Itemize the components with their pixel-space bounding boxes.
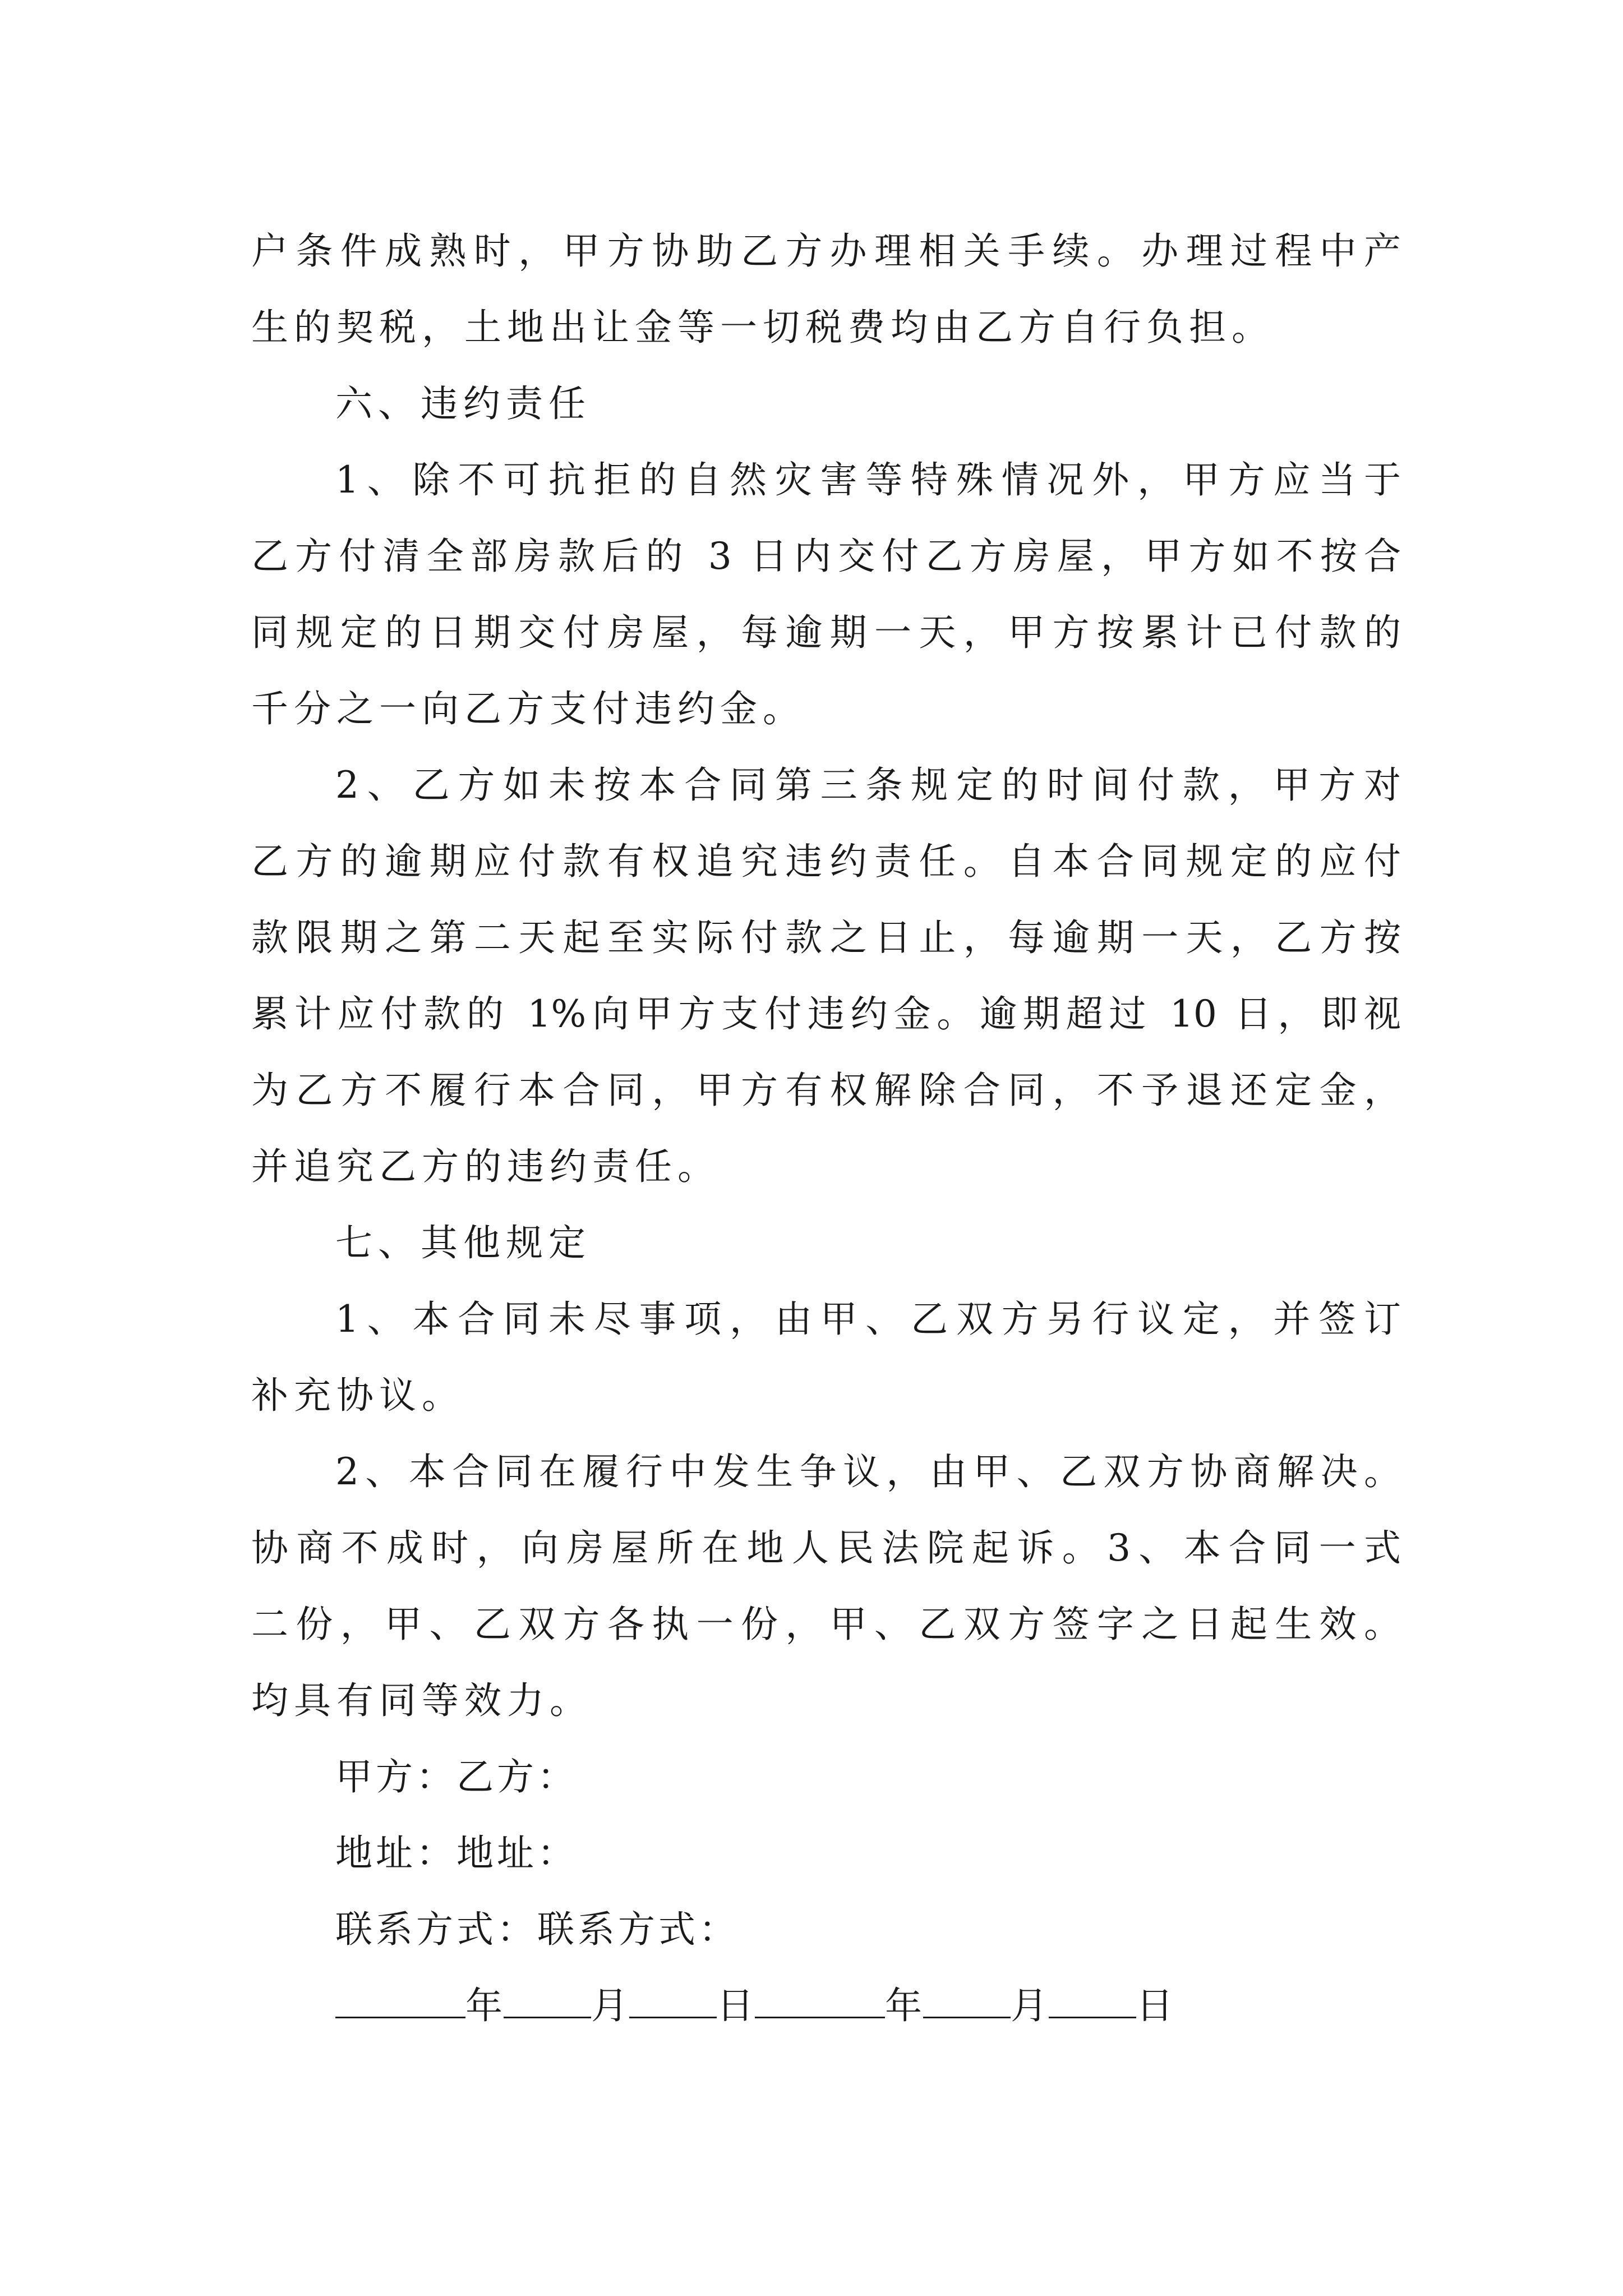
signature-party-line: 甲方：乙方： bbox=[335, 1755, 578, 1798]
paragraph-line: 生的契税，土地出让金等一切税费均由乙方自行负担。 bbox=[251, 306, 1274, 349]
blank-year-party-a bbox=[335, 1982, 465, 2018]
blank-day-party-b bbox=[1049, 1982, 1136, 2018]
document-body bbox=[251, 213, 1401, 2044]
clause-line: 同规定的日期交付房屋，每逾期一天，甲方按累计已付款的 bbox=[251, 611, 1401, 654]
clause-line: 协商不成时，向房屋所在地人民法院起诉。3、本合同一式 bbox=[251, 1526, 1401, 1570]
clause-line: 1、本合同未尽事项，由甲、乙双方另行议定，并签订 bbox=[335, 1297, 1401, 1341]
date-unit-year: 年 bbox=[885, 1984, 923, 2027]
paragraph-line: 户条件成熟时，甲方协助乙方办理相关手续。办理过程中产 bbox=[251, 229, 1401, 273]
section-heading-breach: 六、违约责任 bbox=[335, 382, 591, 425]
clause-line: 1、除不可抗拒的自然灾害等特殊情况外，甲方应当于 bbox=[335, 458, 1401, 501]
clause-line: 为乙方不履行本合同，甲方有权解除合同，不予退还定金， bbox=[251, 1069, 1401, 1112]
clause-line: 二份，甲、乙双方各执一份，甲、乙双方签字之日起生效。 bbox=[251, 1603, 1401, 1646]
date-unit-month: 月 bbox=[591, 1984, 629, 2027]
date-unit-month: 月 bbox=[1011, 1984, 1049, 2027]
signature-address-line: 地址：地址： bbox=[335, 1832, 578, 1875]
clause-line: 均具有同等效力。 bbox=[251, 1679, 592, 1722]
signature-date-line bbox=[251, 1968, 1401, 2044]
date-unit-day: 日 bbox=[717, 1984, 755, 2027]
clause-line: 乙方付清全部房款后的 3 日内交付乙方房屋，甲方如不按合 bbox=[251, 535, 1401, 578]
blank-month-party-a bbox=[504, 1982, 591, 2018]
blank-year-party-b bbox=[755, 1982, 885, 2018]
clause-line: 累计应付款的 1%向甲方支付违约金。逾期超过 10 日，即视 bbox=[251, 992, 1401, 1036]
signature-contact-line: 联系方式：联系方式： bbox=[335, 1908, 739, 1951]
clause-line: 并追究乙方的违约责任。 bbox=[251, 1145, 720, 1188]
date-unit-day: 日 bbox=[1136, 1984, 1174, 2027]
clause-line: 补充协议。 bbox=[251, 1374, 464, 1417]
date-unit-year: 年 bbox=[465, 1984, 504, 2027]
section-heading-other-provisions: 七、其他规定 bbox=[335, 1221, 591, 1264]
clause-line: 2、乙方如未按本合同第三条规定的时间付款，甲方对 bbox=[335, 763, 1401, 807]
blank-month-party-b bbox=[923, 1982, 1011, 2018]
clause-line: 2、本合同在履行中发生争议，由甲、乙双方协商解决。 bbox=[335, 1450, 1401, 1493]
blank-day-party-a bbox=[629, 1982, 717, 2018]
clause-line: 千分之一向乙方支付违约金。 bbox=[251, 687, 805, 730]
clause-line: 款限期之第二天起至实际付款之日止，每逾期一天，乙方按 bbox=[251, 916, 1401, 959]
clause-line: 乙方的逾期应付款有权追究违约责任。自本合同规定的应付 bbox=[251, 840, 1401, 883]
